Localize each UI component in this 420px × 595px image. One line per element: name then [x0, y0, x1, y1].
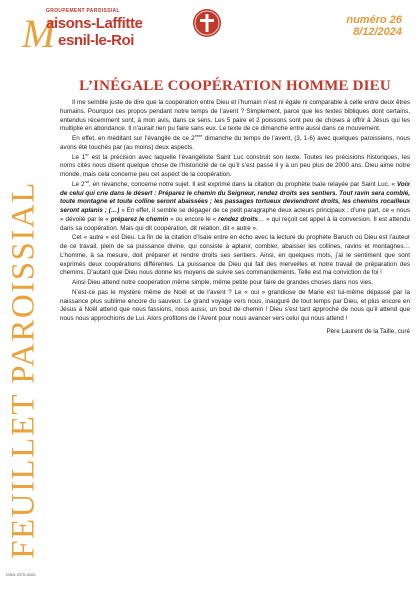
quote-prepare: préparez le chemin: [110, 215, 169, 223]
p4-text-e: … » qui reçoit cet appel à la conversion. Il est attendu dans sa coopération. Mais qui dit coopération, dit relation, dit « autre ».: [60, 215, 410, 232]
parish-cross-emblem-icon: [192, 8, 222, 38]
parish-logo: [22, 6, 182, 66]
p4-sup: nd: [84, 178, 89, 184]
paragraph-5: Cet « autre » est Dieu. La fin de la citation d’Isaïe entre en écho avec la lecture du prophète Baruch où Dieu est l’auteur de ce travail, plein de sa puissance divine, qui consiste à aplanir, combler, abaisser les collines, ravins et montagnes… L’homme, à sa mesure, doit préparer et rendre droits ses sentiers. Ainsi, en quelques mots, j’ai le sentiment que sont exprimés deux coopérations différentes. La puissance de Dieu qui fait des merveilles et notre travail de préparation des chemins. D’autant que Dieu nous donne les moyens de suivre ses commandements. Telle est ma conviction de foi !: [60, 234, 410, 277]
logo-initial: M: [22, 11, 56, 56]
article-title: L’INÉGALE COOPÉRATION HOMME DIEU: [79, 78, 391, 94]
p2-sup: ème: [194, 132, 203, 138]
paragraph-1: Il me semble juste de dire que la coopération entre Dieu et l’humain n’est ni égale ni comparable à celle entre deux êtres humains. Pourquoi ces propos pendant notre temps de l’avent ? Simplement, parce que les textes bibliques dont certains, entendus récemment sont, à mon avis, dans ce sens. Les 5 paire et 2 poissons sont peu de choses à offrir à Jésus qui les multiplie en abondance. Il n’aurait rien pu faire sans eux. Le texte de ce dimanche entre aussi dans ce mouvement.: [60, 99, 410, 133]
p3-text-a: Le 1: [72, 153, 86, 161]
issue-date: 8/12/2024: [353, 26, 402, 38]
sidebar-vertical-title: [4, 150, 44, 590]
quote-rendez: rendez droits: [218, 215, 258, 223]
p4-text-c: » En effet, il semble se dégager de ce petit paragraphe deux acteurs principaux ; d’une part, ce « nous » dévoilé par le «: [60, 207, 410, 223]
isaiah-quote: Voix de celui qui crie dans le désert : Préparez le chemin du Seigneur, rendez droits ses sentiers. Tout ravin sera comblé, toute montagne et toute colline seront abaissées ; les passages tortueux deviendront droits, les chemins rocailleux seront aplanis ; (…): [60, 180, 410, 214]
p2-text-b: dimanche du temps de l’avent, (3, 1-6) avec quelques paroissiens, nous avons été touchés par (au moins) deux aspects.: [60, 135, 410, 151]
article-body: [60, 99, 410, 338]
signature: Père Laurent de la Taille, curé: [326, 327, 410, 335]
issue-info: [346, 14, 402, 38]
p4-text-d: » ou encore le «: [168, 215, 219, 223]
p4-text-a: Le 2: [72, 180, 85, 188]
paragraph-2: [60, 132, 410, 153]
paragraph-7: N’est-ce pas le mystère même de Noël et de l’avent ? Le « oui » grandiose de Marie est lui-même dépassé par la naissance plus sublime encore du sauveur. Le grand voyage vers nous, inauguré de tout temps par Dieu, et plus encore en Jésus à Noël attend que nous fassions, nous aussi, un bout de chemin ! Dieu s’est tant approché de nous qu’il attend que nous nous approchions de Lui. Alors profitons de l’Avent pour nous avancer vers celui qui nous attend !: [60, 288, 410, 322]
p4-text-b: , en revanche, concerne notre sujet. Il est exprimé dans la citation du prophète Isaïe relayée par Saint Luc. «: [88, 180, 397, 188]
paragraph-3: [60, 151, 410, 180]
paragraph-4: [60, 178, 410, 234]
p3-sup: er: [85, 151, 89, 157]
p2-text-a: En effet, en méditant sur l’évangile de ce 2: [72, 135, 195, 142]
feuillet-title: FEUILLET PAROISSIAL: [5, 181, 42, 559]
p3-text-b: est la précision avec laquelle l’évangéliste Saint Luc construit son texte. Toutes les précisions historiques, les noms cités nous disent quelque chose de l’historicité de ce qu’il s’est passé il y a un peu plus de 2000 ans. Dieu aime notre monde, mais cela concerne peu cet aspect de la coopération.: [60, 153, 410, 178]
logo-line-1: aisons-Laffitte: [46, 15, 143, 32]
issue-number: numéro 26: [346, 14, 402, 26]
logo-line-2: esnil-le-Roi: [58, 32, 135, 49]
paragraph-6: Ainsi Dieu attend notre coopération même simple, même petite pour faire de grandes choses dans nos vies.: [72, 279, 374, 286]
issn-number: ISSN 2970-0264: [6, 572, 36, 577]
group-label: GROUPEMENT PAROISSIAL: [46, 8, 120, 14]
